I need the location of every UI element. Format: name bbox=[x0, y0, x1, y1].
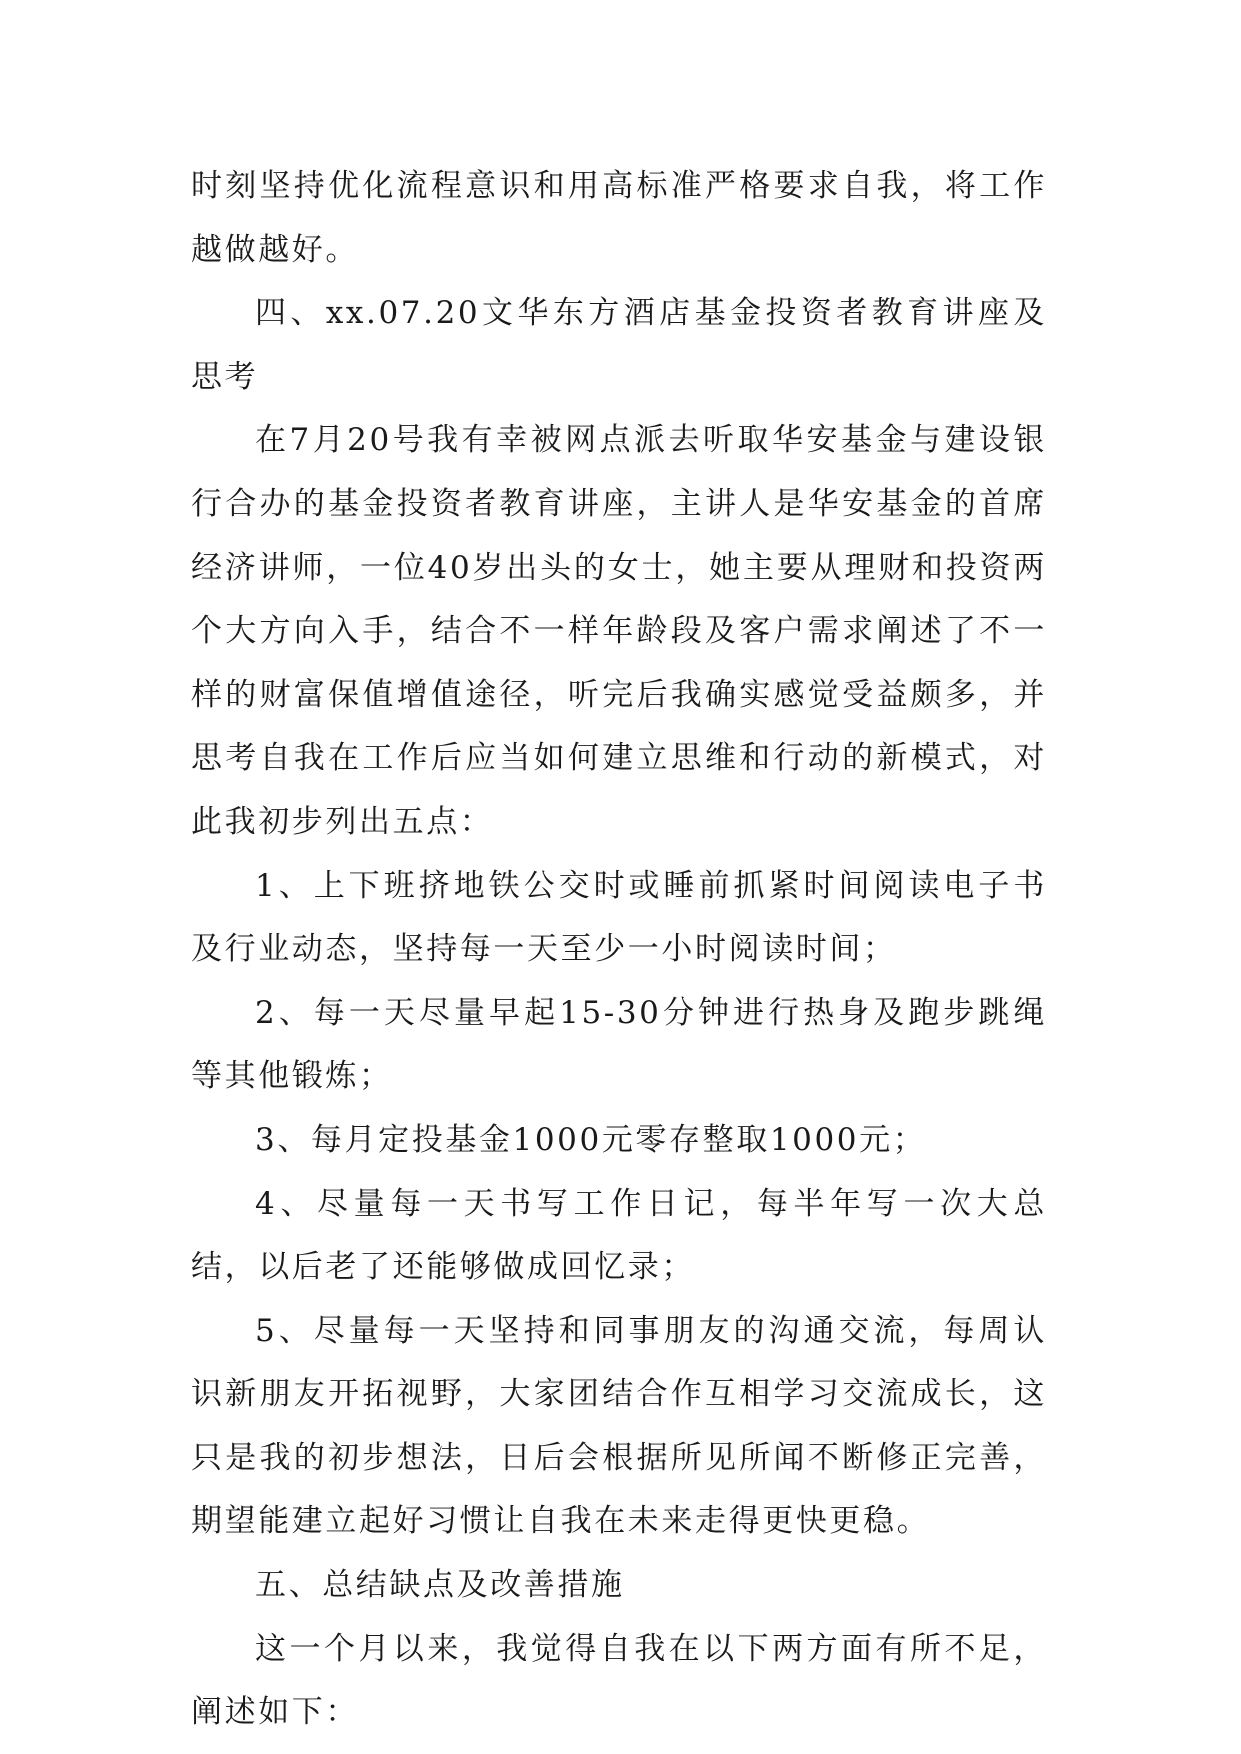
list-item-2: 2、每一天尽量早起15-30分钟进行热身及跑步跳绳等其他锻炼； bbox=[191, 994, 1047, 1095]
list-item-5: 5、尽量每一天坚持和同事朋友的沟通交流，每周认识新朋友开拓视野，大家团结合作互相学习交流成长，这只是我的初步想法，日后会根据所见所闻不断修正完善，期望能建立起好习惯让自我在未来走得更快更稳。 bbox=[191, 1312, 1047, 1540]
list-item-3: 3、每月定投基金1000元零存整取1000元； bbox=[255, 1121, 927, 1158]
paragraph-lecture: 在7月20号我有幸被网点派去听取华安基金与建设银行合办的基金投资者教育讲座，主讲人是华安基金的首席经济讲师，一位40岁出头的女士，她主要从理财和投资两个大方向入手，结合不一样年龄段及客户需求阐述了不一样的财富保值增值途径，听完后我确实感觉受益颇多，并思考自我在工作后应当如何建立思维和行动的新模式，对此我初步列出五点： bbox=[191, 422, 1047, 840]
section-heading-five: 五、总结缺点及改善措施 bbox=[255, 1567, 625, 1604]
paragraph-continuation: 时刻坚持优化流程意识和用高标准严格要求自我，将工作越做越好。 bbox=[191, 168, 1047, 268]
list-item-4: 4、尽量每一天书写工作日记，每半年写一次大总结，以后老了还能够做成回忆录； bbox=[191, 1185, 1047, 1286]
list-item-1: 1、上下班挤地铁公交时或睡前抓紧时间阅读电子书及行业动态，坚持每一天至少一小时阅读时间； bbox=[191, 867, 1047, 968]
section-heading-four: 四、xx.07.20文华东方酒店基金投资者教育讲座及思考 bbox=[191, 295, 1047, 395]
document-body bbox=[191, 155, 1047, 1745]
paragraph-shortcomings: 这一个月以来，我觉得自我在以下两方面有所不足，阐述如下： bbox=[191, 1630, 1047, 1731]
